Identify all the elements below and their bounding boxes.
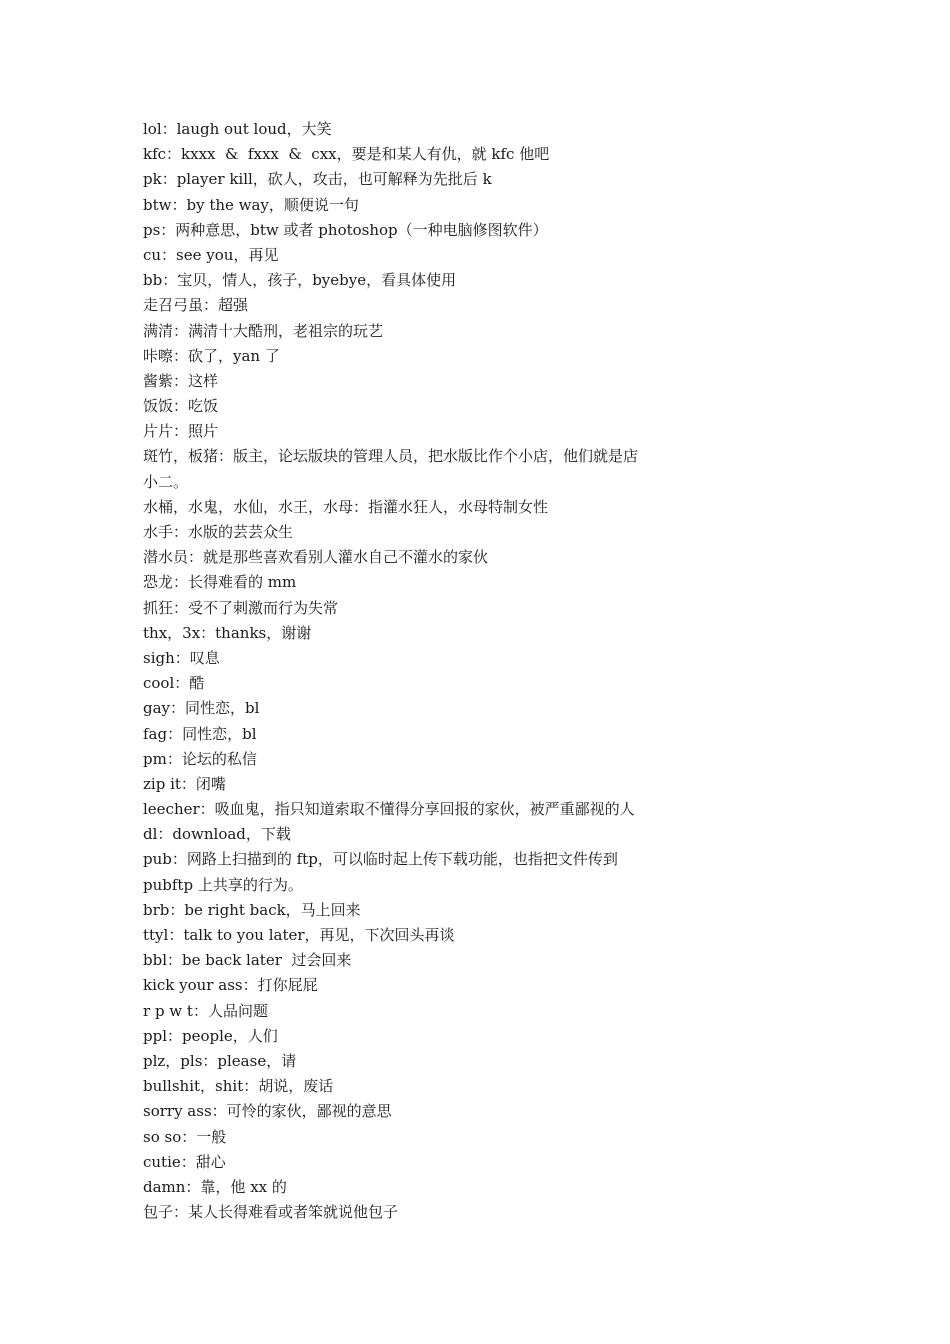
text-line: sigh：叹息 [143,648,220,667]
text-line: 饭饭：吃饭 [143,397,219,416]
text-line: brb：be right back，马上回来 [143,900,361,919]
text-line: sorry ass：可怜的家伙，鄙视的意思 [143,1102,392,1121]
text-line: 抓狂：受不了刺激而行为失常 [143,598,339,617]
text-line: 水手：水版的芸芸众生 [143,523,294,541]
text-line: 潜水员：就是那些喜欢看别人灌水自己不灌水的家伙 [143,548,489,567]
text-line: cutie：甜心 [143,1152,226,1171]
text-line: leecher：吸血鬼，指只知道索取不懂得分享回报的家伙，被严重鄙视的人 [143,800,635,819]
text-line: dl：download，下载 [143,825,291,844]
text-line: 片片：照片 [143,422,219,441]
text-line: thx，3x：thanks，谢谢 [143,623,312,642]
text-line: 包子：某人长得难看或者笨就说他包子 [143,1203,399,1222]
text-line: 满清：满清十大酷刑，老祖宗的玩艺 [143,321,384,340]
text-line: pub：网路上扫描到的 ftp，可以临时起上传下载功能，也指把文件传到 [143,850,618,869]
text-line: so so：一般 [143,1127,227,1146]
text-line: bbl：be back later 过会回来 [143,951,352,970]
text-line: bb：宝贝，情人，孩子，byebye，看具体使用 [143,271,457,290]
document-body [143,117,713,1225]
text-line: 恐龙：长得难看的 mm [143,573,297,592]
text-line: gay：同性恋，bl [143,699,260,718]
text-line: cu：see you，再见 [143,245,279,264]
text-line: 斑竹，板猪：版主，论坛版块的管理人员，把水版比作个小店，他们就是店 [143,447,639,466]
text-line: plz，pls：please，请 [143,1051,297,1070]
text-line: zip it：闭嘴 [143,774,226,793]
text-line: damn：靠，他 xx 的 [143,1177,287,1196]
text-line: ps：两种意思，btw 或者 photoshop（一种电脑修图软件） [143,220,548,239]
text-line: btw：by the way，顺便说一句 [143,195,359,214]
text-line: fag：同性恋，bl [143,724,257,743]
text-line: 小二。 [143,472,189,491]
text-line: 水桶，水鬼，水仙，水王，水母：指灌水狂人，水母特制女性 [143,497,549,516]
text-line: kfc：kxxx & fxxx & cxx，要是和某人有仇，就 kfc 他吧 [143,145,550,164]
text-line: 咔嚓：砍了，yan 了 [143,346,280,365]
text-line: bullshit，shit：胡说，废话 [143,1077,334,1096]
text-line: 酱紫：这样 [143,371,219,390]
text-line: ppl：people，人们 [143,1026,278,1045]
text-line: kick your ass：打你屁屁 [143,976,318,995]
text-line: 走召弓虽：超强 [143,296,249,315]
text-line: pubftp 上共享的行为。 [143,875,303,894]
text-line: pk：player kill，砍人，攻击，也可解释为先批后 k [143,170,492,189]
text-line: ttyl：talk to you later，再见，下次回头再谈 [143,926,455,944]
text-line: r p w t：人品问题 [143,1001,268,1020]
text-line: lol：laugh out loud，大笑 [143,120,332,138]
text-line: cool：酷 [143,674,205,693]
text-line: pm：论坛的私信 [143,749,257,768]
